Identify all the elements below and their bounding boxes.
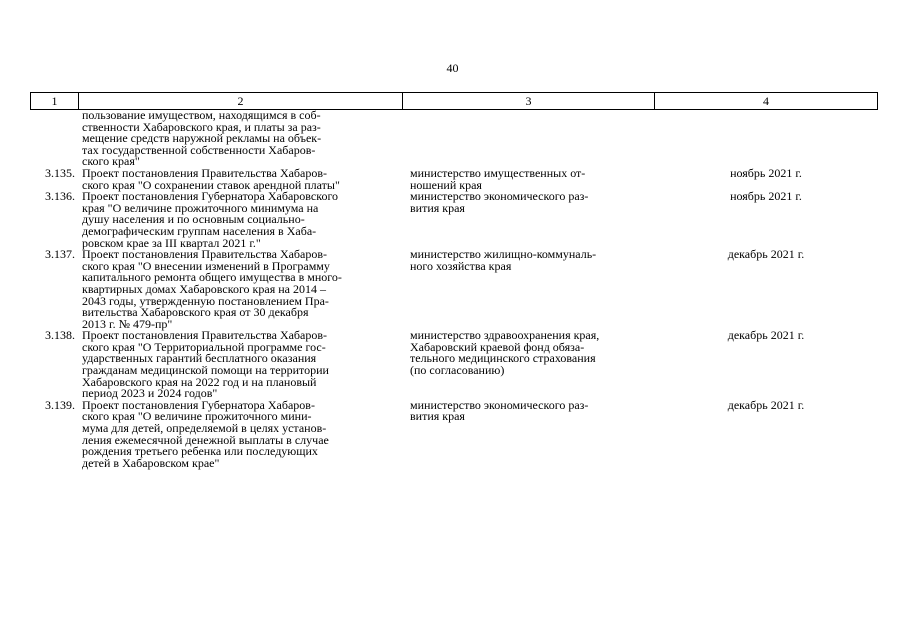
row-term: декабрь 2021 г. xyxy=(727,328,805,343)
row-executor: министерство экономического раз- вития края xyxy=(410,189,589,215)
page-number: 40 xyxy=(446,61,459,75)
table-row xyxy=(31,400,878,470)
row-term: декабрь 2021 г. xyxy=(727,247,805,262)
row-title: Проект постановления Губернатора Хабаровского края "О величине прожиточного минимума на душу населения и по основным социально- демографическим группам населения в Хаба- ровском крае за III квартал 2021 г." xyxy=(82,189,339,250)
row-number: 3.135. xyxy=(45,165,75,180)
row-title: пользование имуществом, находящимся в соб- ственности Хабаровского края, и платы за раз- мещение средств наружной рекламы на объек- тах государственной собственности Хабаров- ского края" xyxy=(82,108,322,169)
header-col-2: 2 xyxy=(79,93,403,110)
row-title: Проект постановления Правительства Хабаров- ского края "О внесении изменений в Программу капитального ремонта общего имущества в много- квартирных домах Хабаровского края на 2014 – 2043 годы, утвержденную постановлением Пра- вительства Хабаровского края от 30 декабря 2013 г. № 479-пр" xyxy=(82,247,342,331)
row-number: 3.139. xyxy=(45,397,75,412)
plan-table xyxy=(30,92,878,469)
header-col-3: 3 xyxy=(403,93,655,110)
row-executor: министерство экономического раз- вития края xyxy=(410,397,589,424)
table-header xyxy=(31,93,878,110)
row-title: Проект постановления Правительства Хабаров- ского края "О сохранении ставок арендной платы" xyxy=(82,165,340,192)
row-title: Проект постановления Губернатора Хабаров- ского края "О величине прожиточного мини- мума для детей, определяемой в целях установ- ления ежемесячной денежной выплаты в случае рождения третьего ребенка или последующих детей в Хабаровском крае" xyxy=(82,397,329,470)
row-number xyxy=(31,110,79,168)
row-executor: министерство жилищно-коммуналь- ного хозяйства края xyxy=(410,247,597,273)
header-col-4: 4 xyxy=(655,93,878,110)
row-number: 3.136. xyxy=(45,189,75,204)
table-row xyxy=(31,191,878,249)
table-row-continuation xyxy=(31,110,878,168)
row-term: ноябрь 2021 г. xyxy=(730,165,802,180)
row-term: декабрь 2021 г. xyxy=(727,397,805,412)
row-number: 3.137. xyxy=(45,247,75,262)
header-col-1: 1 xyxy=(31,93,79,110)
table-row xyxy=(31,330,878,400)
row-term xyxy=(655,110,878,168)
row-number: 3.138. xyxy=(45,328,75,343)
row-executor: министерство здравоохранения края, Хабаровский краевой фонд обяза- тельного медицинского страхования (по согласованию) xyxy=(410,328,600,378)
row-executor: министерство имущественных от- ношений края xyxy=(410,165,586,192)
row-executor xyxy=(403,110,655,168)
table-row xyxy=(31,168,878,191)
row-title: Проект постановления Правительства Хабаров- ского края "О Территориальной программе гос- ударственных гарантий бесплатного оказания гражданам медицинской помощи на территории Хабаровского края на 2022 год и на плановый период 2023 и 2024 годов" xyxy=(82,328,329,401)
row-term: ноябрь 2021 г. xyxy=(730,189,802,204)
table-row xyxy=(31,249,878,330)
